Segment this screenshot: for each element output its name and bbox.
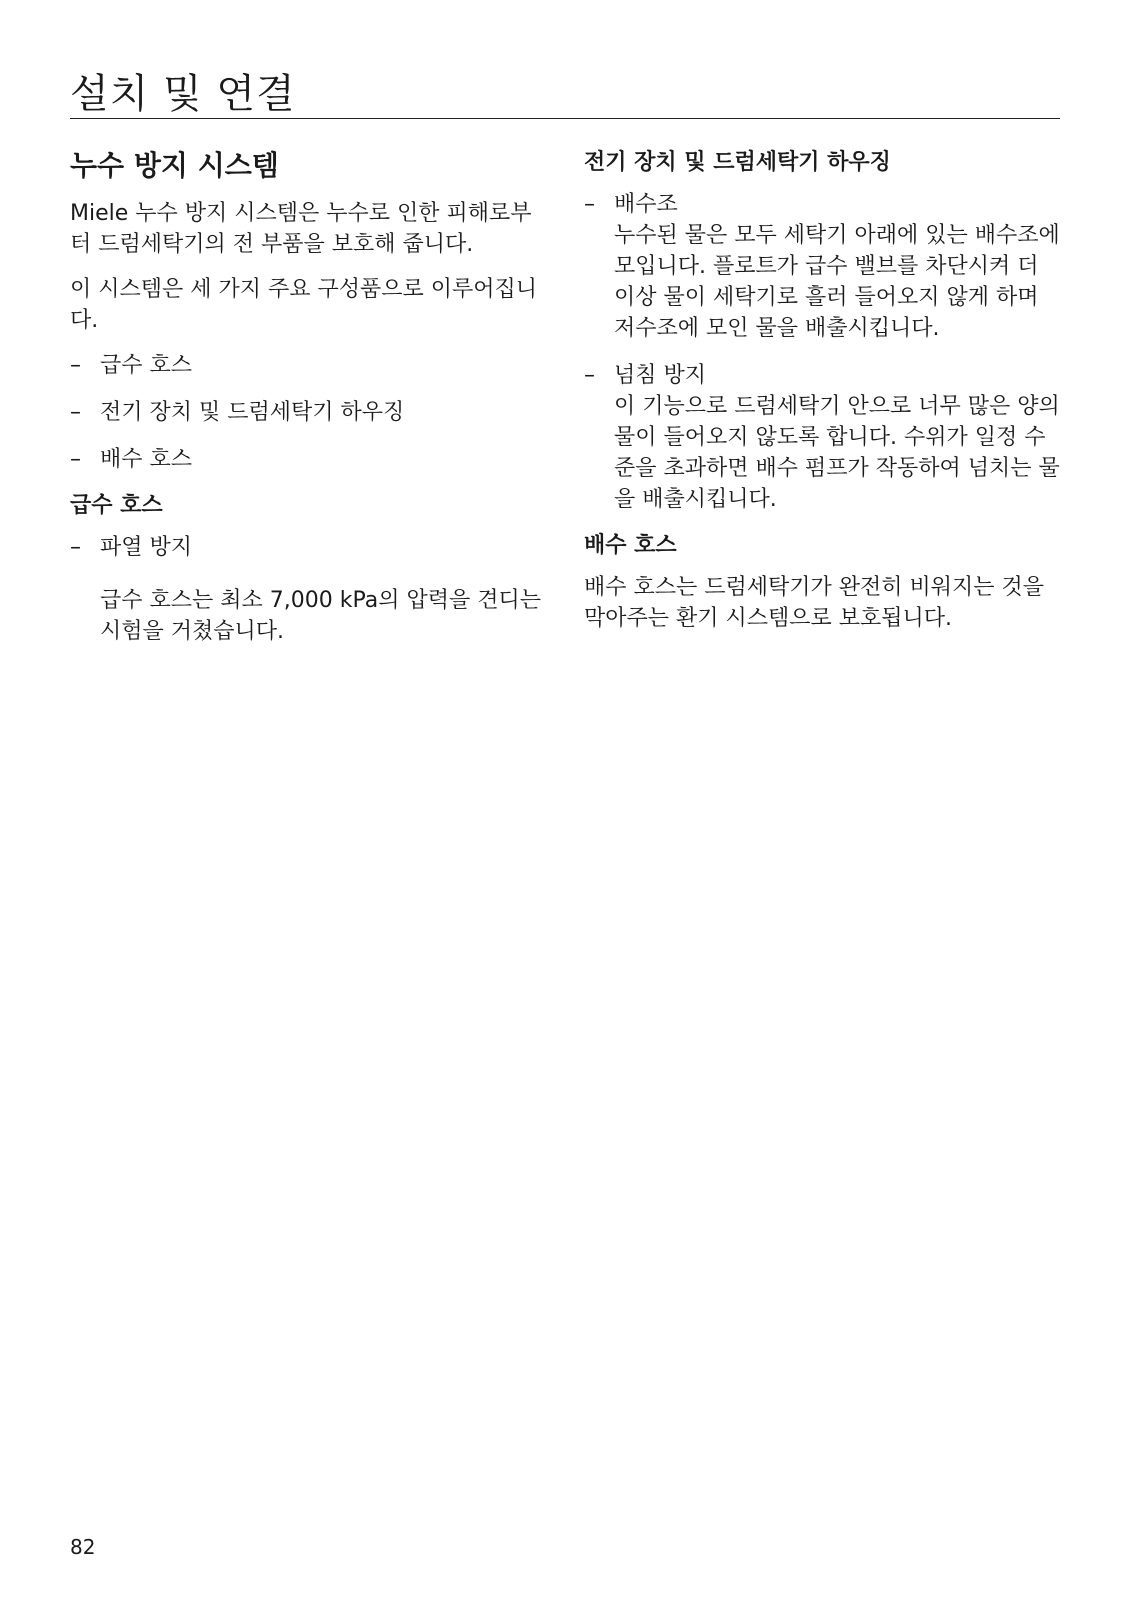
list-item (70, 532, 550, 563)
list-item-title: 배수조 (614, 191, 678, 217)
right-column (584, 148, 1062, 648)
components-intro: 이 시스템은 세 가지 주요 구성품으로 이루어집니다. (70, 277, 538, 334)
dash-bullet: – (584, 191, 595, 217)
left-column (70, 148, 550, 661)
list-item (584, 189, 1062, 344)
section-heading-leak-protection: 누수 방지 시스템 (70, 149, 279, 182)
subheading-inlet-hose: 급수 호스 (70, 493, 163, 519)
list-item (584, 360, 1062, 515)
list-item-text: 배수 호스 (100, 447, 193, 473)
subheading-drain-hose: 배수 호스 (584, 532, 677, 558)
list-item (70, 350, 550, 381)
subheading-electrical-housing: 전기 장치 및 드럼세탁기 하우징 (584, 150, 891, 175)
list-item-text: 전기 장치 및 드럼세탁기 하우징 (100, 400, 405, 426)
dash-bullet: – (584, 362, 595, 388)
list-item-text: 누수된 물은 모두 세탁기 아래에 있는 배수조에 모입니다. 플로트가 급수 밸브를 차단시켜 더 이상 물이 세탁기로 흘러 들어오지 않게 하며 저수조에 모인 물을 배출시킵니다. (614, 222, 1060, 341)
dash-bullet: – (70, 353, 81, 379)
dash-bullet: – (70, 535, 81, 561)
list-item-text: 급수 호스 (100, 353, 193, 379)
intro-paragraph: Miele 누수 방지 시스템은 누수로 인한 피해로부터 드럼세탁기의 전 부품을 보호해 줍니다. (70, 201, 532, 258)
inlet-hose-text: 급수 호스는 최소 7,000 kPa의 압력을 견디는 시험을 거쳤습니다. (100, 588, 541, 645)
list-item-text: 이 기능으로 드럼세탁기 안으로 너무 많은 양의 물이 들어오지 않도록 합니다. 수위가 일정 수준을 초과하면 배수 펌프가 작동하여 넘치는 물을 배출시킵니다. (614, 393, 1060, 512)
dash-bullet: – (70, 400, 81, 426)
list-item (70, 444, 550, 475)
list-item-title: 넘침 방지 (614, 362, 707, 388)
list-item (70, 397, 550, 428)
dash-bullet: – (70, 447, 81, 473)
drain-hose-text: 배수 호스는 드럼세탁기가 완전히 비워지는 것을 막아주는 환기 시스템으로 보호됩니다. (584, 574, 1045, 631)
page-title: 설치 및 연결 (70, 71, 296, 117)
page-number: 82 (70, 1535, 96, 1559)
title-divider (70, 118, 1060, 119)
list-item-text: 파열 방지 (100, 535, 193, 561)
